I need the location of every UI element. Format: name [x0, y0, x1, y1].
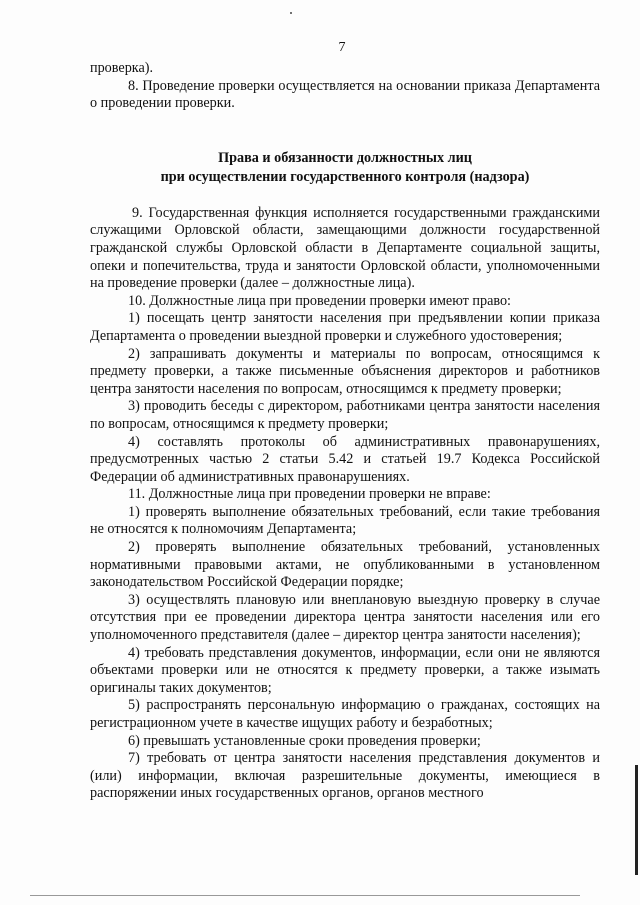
paragraph-11-item-4: 4) требовать представления документов, информации, если они не являются объектами проверки или не относятся к предмету проверки, а также изымать оригиналы таких документов;	[90, 644, 600, 696]
paragraph-10-item-2: 2) запрашивать документы и материалы по вопросам, относящимся к предмету проверки, а также письменные объяснения директоров и работников центра занятости населения по вопросам, относящимся к предмету проверки;	[90, 345, 600, 397]
scan-edge-mark	[635, 765, 638, 875]
scan-speck	[290, 12, 292, 14]
paragraph-10-item-4: 4) составлять протоколы об административных правонарушениях, предусмотренных частью 2 статьи 5.42 и статьей 19.7 Кодекса Российской Федерации об административных правонарушениях.	[90, 433, 600, 485]
paragraph-11-item-3: 3) осуществлять плановую или внеплановую выездную проверку в случае отсутствия при ее проведении директора центра занятости населения или его уполномоченного представителя (далее – директор центра занятости населения);	[90, 591, 600, 644]
paragraph-10-item-1: 1) посещать центр занятости населения при предъявлении копии приказа Департамента о проведении выездной проверки и служебного удостоверения;	[90, 310, 600, 344]
paragraph-11-item-5: 5) распространять персональную информацию о гражданах, состоящих на регистрационном учете в качестве ищущих работу и безработных;	[90, 697, 600, 731]
paragraph-8: 8. Проведение проверки осуществляется на основании приказа Департамента о проведении проверки.	[90, 77, 600, 112]
section-title-line-1: Права и обязанности должностных лиц	[218, 149, 472, 166]
page-number: 7	[338, 40, 346, 55]
section-title	[90, 149, 600, 187]
paragraph-10-item-3: 3) проводить беседы с директором, работниками центра занятости населения по вопросам, относящимся к предмету проверки;	[90, 398, 600, 432]
section-title-line-2: при осуществлении государственного контроля (надзора)	[160, 168, 530, 185]
paragraph-11-item-2: 2) проверять выполнение обязательных требований, установленных нормативными правовыми актами, не опубликованными в установленном законодательством Российской Федерации порядке;	[90, 539, 600, 591]
paragraph-11-item-1: 1) проверять выполнение обязательных требований, если такие требования не относятся к полномочиям Департамента;	[90, 503, 600, 538]
scan-bottom-line	[30, 895, 580, 896]
paragraph-11-item-7: 7) требовать от центра занятости населения представления документов и (или) информации, включая разрешительные документы, имеющиеся в распоряжении иных государственных органов, органов местного	[90, 750, 600, 802]
paragraph-continuation: проверка).	[90, 60, 154, 76]
document-body	[90, 60, 600, 803]
paragraph-10: 10. Должностные лица при проведении проверки имеют право:	[128, 292, 511, 309]
paragraph-9: 9. Государственная функция исполняется государственными гражданскими служащими Орловской области, замещающими должности государственной гражданской службы Орловской области в Департаменте социальной защиты, опеки и попечительства, труда и занятости Орловской области, уполномоченными на проведение проверки (далее – должностные лица).	[90, 204, 600, 292]
paragraph-11: 11. Должностные лица при проведении проверки не вправе:	[128, 486, 491, 503]
paragraph-11-item-6: 6) превышать установленные сроки проведения проверки;	[128, 732, 481, 749]
